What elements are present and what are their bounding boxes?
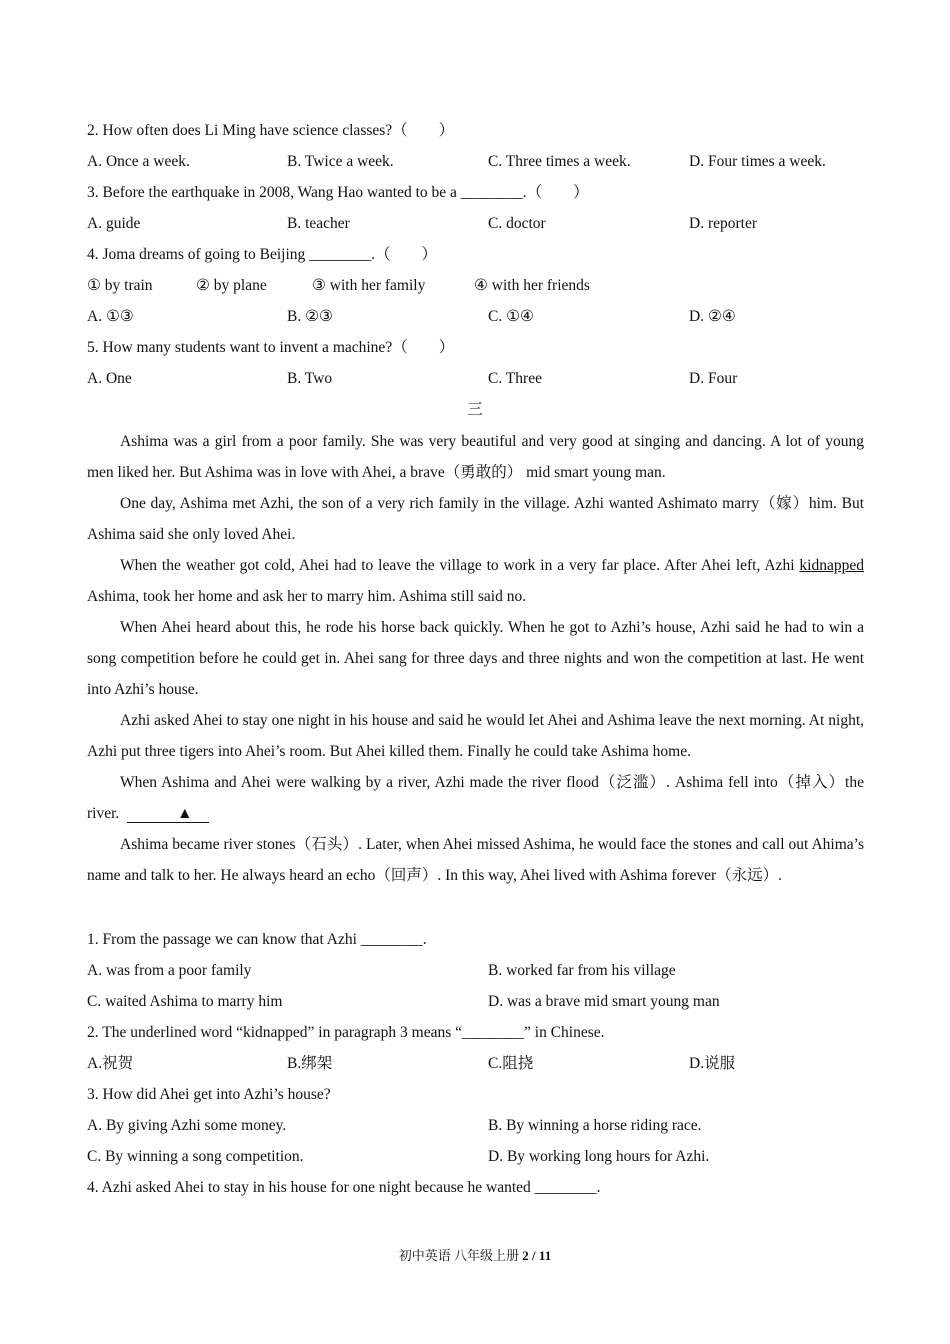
q4-option-b: B. ②③ — [287, 308, 333, 325]
q2-option-c: C. Three times a week. — [488, 153, 631, 170]
rq3-option-a: A. By giving Azhi some money. — [87, 1117, 287, 1134]
rq2-option-b: B.绑架 — [287, 1055, 333, 1072]
rq1-option-d: D. was a brave mid smart young man — [488, 993, 720, 1010]
rq2-option-a: A.祝贺 — [87, 1055, 134, 1072]
reading-question-2-stem: 2. The underlined word “kidnapped” in paragraph 3 means “________” in Chinese. — [87, 1024, 605, 1041]
passage-paragraph-3 — [87, 550, 864, 612]
q4-option-a: A. ①③ — [87, 308, 134, 325]
rq2-option-d: D.说服 — [689, 1055, 736, 1072]
reading-passage — [87, 426, 864, 891]
passage-paragraph-1: Ashima was a girl from a poor family. She was very beautiful and very good at singing and dancing. A lot of young men liked her. But Ashima was in love with Ahei, a brave（勇敢的） mid smart young man. — [87, 433, 864, 481]
rq1-option-a: A. was from a poor family — [87, 962, 252, 979]
q3-option-a: A. guide — [87, 215, 141, 232]
q2-option-a: A. Once a week. — [87, 153, 190, 170]
q4-option-d: D. ②④ — [689, 308, 736, 325]
underlined-word-kidnapped: kidnapped — [799, 557, 864, 574]
q5-option-b: B. Two — [287, 370, 333, 387]
q5-option-c: C. Three — [488, 370, 542, 387]
q3-option-d: D. reporter — [689, 215, 757, 232]
section-heading: 三 — [467, 401, 483, 418]
paragraph-3-text-b: Ashima, took her home and ask her to marry him. Ashima still said no. — [87, 588, 527, 605]
rq3-option-b: B. By winning a horse riding race. — [488, 1117, 702, 1134]
q3-option-c: C. doctor — [488, 215, 546, 232]
footer-page-number: 2 / 11 — [522, 1248, 552, 1263]
paragraph-6-text: When Ashima and Ahei were walking by a river, Azhi made the river flood（泛滥）. Ashima fell into（掉入）the river. — [87, 774, 864, 822]
q4-choice-1: ① by train — [87, 277, 153, 294]
question-3-stem: 3. Before the earthquake in 2008, Wang Hao wanted to be a ________.（ ） — [87, 184, 589, 201]
q4-option-c: C. ①④ — [488, 308, 534, 325]
q2-option-d: D. Four times a week. — [689, 153, 826, 170]
passage-paragraph-4: When Ahei heard about this, he rode his horse back quickly. When he got to Azhi’s house, Azhi said he had to win a song competition before he could get in. Ahei sang for three days and three nights and won the competition at last. He went into Azhi’s house. — [87, 619, 864, 698]
q3-option-b: B. teacher — [287, 215, 350, 232]
q4-choice-4: ④ with her friends — [474, 277, 590, 294]
rq1-option-c: C. waited Ashima to marry him — [87, 993, 283, 1010]
reading-question-1-stem: 1. From the passage we can know that Azhi ________. — [87, 931, 427, 948]
passage-paragraph-6 — [87, 767, 864, 829]
reading-question-4-stem: 4. Azhi asked Ahei to stay in his house for one night because he wanted ________. — [87, 1179, 601, 1196]
question-2-stem: 2. How often does Li Ming have science classes?（ ） — [87, 122, 455, 139]
paragraph-3-text-a: When the weather got cold, Ahei had to leave the village to work in a very far place. After Ahei left, Azhi — [120, 557, 800, 574]
reading-question-3-stem: 3. How did Ahei get into Azhi’s house? — [87, 1086, 331, 1103]
q5-option-a: A. One — [87, 370, 132, 387]
question-4-stem: 4. Joma dreams of going to Beijing ________.（ ） — [87, 246, 438, 263]
passage-paragraph-7: Ashima became river stones（石头）. Later, when Ahei missed Ashima, he would face the stones and call out Ahima’s name and talk to her. He always heard an echo（回声）. In this way, Ahei lived with Ashima forever（永远）. — [87, 836, 864, 884]
footer-subject: 初中英语 八年级上册 — [398, 1248, 523, 1263]
q5-option-d: D. Four — [689, 370, 738, 387]
q4-choice-3: ③ with her family — [312, 277, 426, 294]
answer-blank-triangle: ▲ — [127, 806, 209, 823]
rq3-option-d: D. By working long hours for Azhi. — [488, 1148, 710, 1165]
rq3-option-c: C. By winning a song competition. — [87, 1148, 304, 1165]
q4-choice-2: ② by plane — [196, 277, 267, 294]
passage-paragraph-2: One day, Ashima met Azhi, the son of a very rich family in the village. Azhi wanted Ashimato marry（嫁）him. But Ashima said she only loved Ahei. — [87, 495, 864, 543]
question-5-stem: 5. How many students want to invent a machine?（ ） — [87, 339, 455, 356]
passage-paragraph-5: Azhi asked Ahei to stay one night in his house and said he would let Ahei and Ashima leave the next morning. At night, Azhi put three tigers into Ahei’s room. But Ahei killed them. Finally he could take Ashima home. — [87, 712, 864, 760]
q2-option-b: B. Twice a week. — [287, 153, 394, 170]
rq1-option-b: B. worked far from his village — [488, 962, 676, 979]
page-footer — [0, 1246, 950, 1266]
rq2-option-c: C.阻挠 — [488, 1055, 534, 1072]
